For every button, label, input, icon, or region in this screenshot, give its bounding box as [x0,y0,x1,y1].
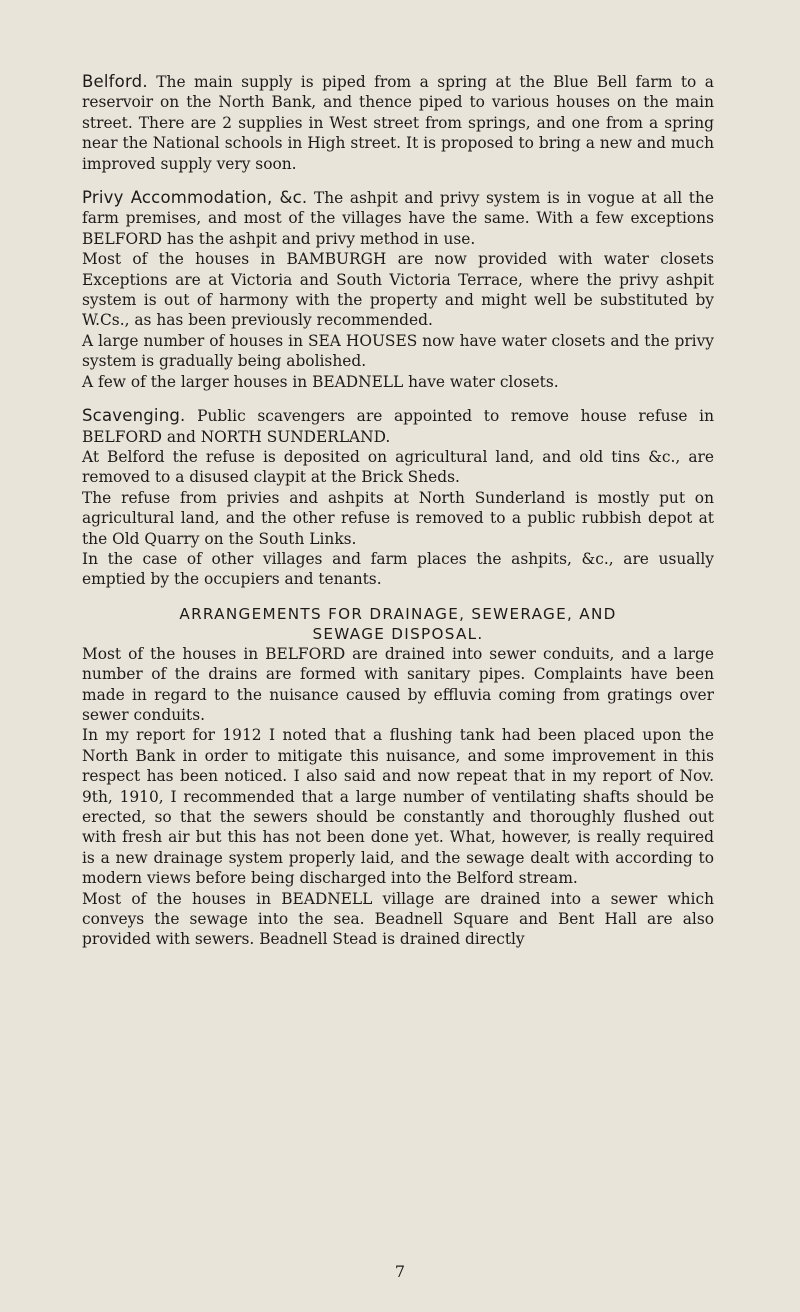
belford-water-text: The main supply is piped from a spring at the Blue Bell farm to a reservoir on the North Bank, and thence piped to various houses on the main street. There are 2 supplies in West street from springs, and one from a spring near the National schools in High street. It is proposed to bring a new and much improved supply very soon. [82,73,714,173]
privy-bamburgh-paragraph: Most of the houses in BAMBURGH are now provided with water closets Exceptions are at Victoria and South Victoria Terrace, where the privy ashpit system is out of harmony with the property and might well be substituted by W.Cs., as has been previously recommended. [82,250,714,330]
drainage-belford-paragraph: Most of the houses in BELFORD are drained into sewer conduits, and a large number of the drains are formed with sanitary pipes. Complaints have been made in regard to the nuisance caused by effluvia coming from gratings over sewer conduits. [82,644,714,724]
scavenging-north-sunderland-paragraph: The refuse from privies and ashpits at North Sunderland is mostly put on agricultural land, and the other refuse is removed to a public rubbish depot at the Old Quarry on the South Links. [82,488,714,548]
privy-text: The ashpit and privy system is in vogue at all the farm premises, and most of the villages have the same. With a few exceptions BELFORD has the ashpit and privy method in use. [82,189,714,248]
drainage-heading [82,604,714,644]
privy-heading: Privy Accommodation, &c. [82,188,308,208]
scavenging-paragraph [82,406,714,447]
scavenging-villages-paragraph: In the case of other villages and farm places the ashpits, &c., are usually emptied by the occupiers and tenants. [82,549,714,589]
scavenging-belford-paragraph: At Belford the refuse is deposited on agricultural land, and old tins &c., are removed to a disused claypit at the Brick Sheds. [82,447,714,487]
privy-paragraph [82,188,714,249]
drainage-report-paragraph: In my report for 1912 I noted that a flushing tank had been placed upon the North Bank in order to mitigate this nuisance, and some improvement in this respect has been noticed. I also said and now repeat that in my report of Nov. 9th, 1910, I recommended that a large number of ventilating shafts should be erected, so that the sewers should be constantly and thoroughly flushed out with fresh air but this has not been done yet. What, however, is really required is a new drainage system properly laid, and the sewage dealt with according to modern views before being discharged into the Belford stream. [82,726,714,888]
drainage-heading-line-2: SEWAGE DISPOSAL. [312,624,484,643]
page-number: 7 [394,1262,406,1281]
drainage-heading-line-1: ARRANGEMENTS FOR DRAINAGE, SEWERAGE, AND [179,604,617,623]
drainage-beadnell-paragraph: Most of the houses in BEADNELL village are drained into a sewer which conveys the sewage into the sea. Beadnell Square and Bent Hall are also provided with sewers. Beadnell Stead is drained directly [82,889,714,949]
scavenging-heading: Scavenging. [82,406,186,426]
privy-seahouses-paragraph: A large number of houses in SEA HOUSES now have water closets and the privy system is gradually being abolished. [82,331,714,371]
scavenging-text: Public scavengers are appointed to remove house refuse in BELFORD and NORTH SUNDERLAND. [82,407,714,446]
privy-beadnell-paragraph: A few of the larger houses in BEADNELL have water closets. [82,372,559,391]
belford-heading: Belford. [82,72,148,91]
belford-water-paragraph [82,72,714,174]
